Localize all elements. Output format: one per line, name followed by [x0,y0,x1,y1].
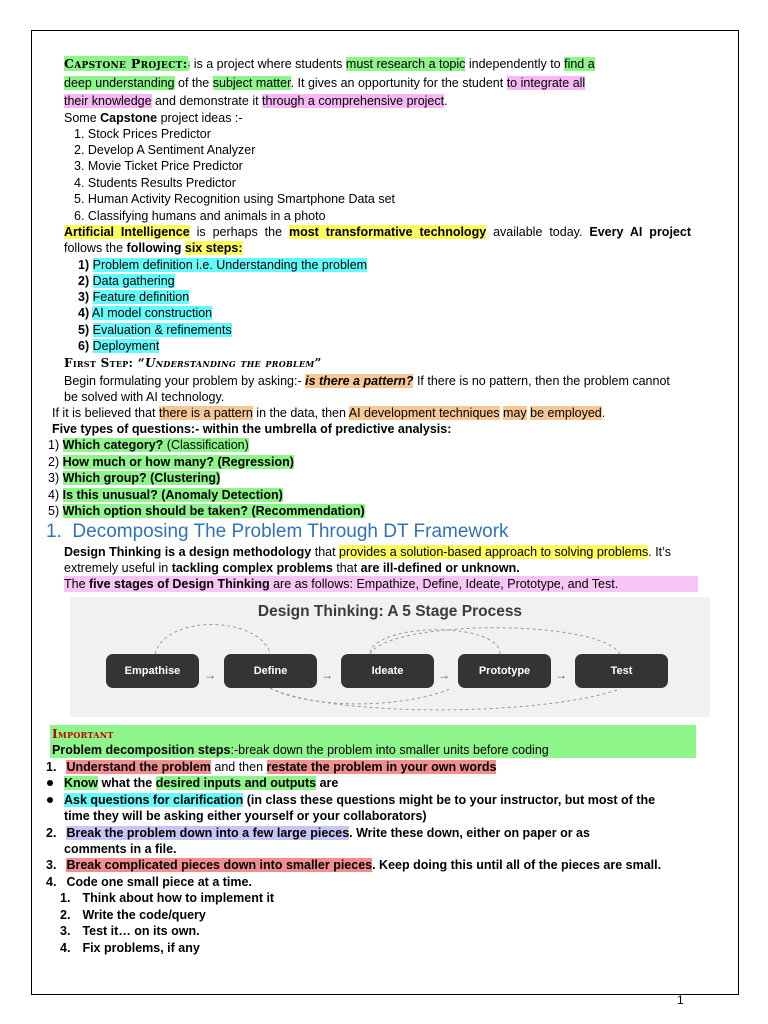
list-number: 2. [46,826,57,840]
idea-item: 1. Stock Prices Predictor [74,127,211,141]
first-step-title-text: ” [314,356,322,370]
ai-bold: Every AI project [589,225,691,239]
first-step-highlight: may [503,406,527,420]
step-number: 6) [78,339,90,353]
ai-highlight: six steps: [184,241,243,255]
first-step-text: Begin formulating your problem by asking:- [64,374,306,388]
dt-text: . It’s [648,545,671,559]
question-text: Which category? [62,438,164,452]
question-text: Is this unusual? (Anomaly Detection) [62,488,283,502]
idea-item: 3. Movie Ticket Price Predictor [74,159,243,173]
question-text: How much or how many? (Regression) [62,455,294,469]
ideas-intro [64,110,243,126]
step-text: Feature definition [92,290,190,304]
sub-text: Write the code/query [82,908,206,922]
step-number: 4) [78,306,90,320]
bullet-icon [47,797,53,803]
sub-number: 1. [60,891,71,905]
dt-bold: five stages of Design Thinking [89,577,270,591]
sub-number: 3. [60,924,71,938]
ideas-intro-bold: Capstone [100,111,158,125]
design-thinking-diagram [70,597,710,717]
ai-text: follows the [64,241,127,255]
ideas-intro-text: project ideas :- [157,111,243,125]
question-item [48,454,294,470]
first-step-title-text: First Step: “ [64,356,145,370]
five-questions-heading: Five types of questions:- within the umbrella of predictive analysis: [52,422,452,436]
step-number: 3) [78,290,90,304]
first-step-highlight: there is a pattern [159,406,253,420]
capstone-text: is a project where students [190,57,346,71]
ai-bold: following [126,241,182,255]
decomp-highlight-red: restate the problem in your own words [266,760,497,774]
dt-line-1 [64,544,671,560]
first-step-highlight: be employed [530,406,602,420]
decomp-text: what the [98,776,156,790]
ai-step [78,257,367,273]
decomp-highlight-green: Know [64,776,99,790]
ai-text: available today. [486,225,590,239]
first-step-text: in the data, then [252,406,349,420]
ai-line-1 [64,224,691,240]
arrow-icon: → [204,668,216,682]
sub-step [60,890,274,906]
question-number: 2) [48,455,60,469]
dt-line-2 [64,560,520,576]
pattern-question: is there a pattern? [305,374,414,388]
decomp-item-2 [46,825,590,841]
dt-bold: tackling complex problems [171,561,333,575]
sub-step [60,923,200,939]
question-number: 1) [48,438,60,452]
capstone-text: and demonstrate it [151,94,263,108]
sub-step [60,907,206,923]
ai-highlight: most transformative technology [288,225,487,239]
bullet-icon [47,780,53,786]
step-number: 5) [78,323,90,337]
decomp-item-3 [46,857,661,873]
decomp-highlight-red: Break complicated pieces down into smaller pieces [66,858,373,872]
decomp-highlight-red: Understand the problem [66,760,211,774]
first-step-text: If there is no pattern, then the problem cannot [413,374,670,388]
dt-line-3 [64,576,698,592]
decomp-text: Code one small piece at a time. [66,875,252,889]
capstone-highlight-pink: their knowledge [64,94,152,108]
ai-step [78,273,175,289]
idea-item: 6. Classifying humans and animals in a photo [74,209,326,223]
sub-number: 2. [60,908,71,922]
capstone-highlight: subject matter [212,76,291,90]
first-step-line-1 [64,373,670,389]
question-item [48,487,283,503]
section-heading: 1. Decomposing The Problem Through DT Framework [46,521,509,542]
idea-item: 5. Human Activity Recognition using Smartphone Data set [74,192,396,206]
arrow-icon: → [555,668,567,682]
dt-text: that [332,561,361,575]
dt-text: that [311,545,340,559]
ideas-intro-text: Some [64,111,101,125]
ai-text: is perhaps the [189,225,289,239]
decomp-item-4 [46,874,252,890]
dt-text: are as follows: Empathize, Define, Ideate, Prototype, and Test. [269,577,619,591]
dt-text: The [64,577,90,591]
question-number: 3) [48,471,60,485]
ai-step [78,338,159,354]
question-number: 4) [48,488,60,502]
capstone-highlight: deep understanding [64,76,175,90]
sub-text: Think about how to implement it [82,891,275,905]
decomp-item-know [64,775,338,791]
idea-item: 2. Develop A Sentiment Analyzer [74,143,256,157]
capstone-arrow: - [187,61,191,70]
sub-number: 4. [60,941,71,955]
list-number: 1. [46,760,57,774]
decomp-text: and then [210,760,267,774]
decomposition-steps [52,742,549,758]
ai-line-2 [64,240,243,256]
capstone-text: of the [174,76,213,90]
capstone-text: independently to [465,57,565,71]
stage-test: Test [575,654,668,688]
question-item [48,437,249,453]
step-text: AI model construction [91,306,213,320]
step-text: Evaluation & refinements [92,323,232,337]
dt-highlight: provides a solution-based approach to solving problems [339,545,649,559]
question-item [48,503,365,519]
decomp-highlight-cyan: Ask questions for clarification [64,793,244,807]
first-step-text: . [601,406,606,420]
first-step-line-2: be solved with AI technology. [64,390,225,404]
first-step-title-italic: Understanding the problem [144,356,315,370]
decomp-item-ask [64,792,655,808]
list-number: 4. [46,875,57,889]
step-text: Problem definition i.e. Understanding the problem [92,258,368,272]
capstone-highlight-pink: through a comprehensive project [262,94,445,108]
dt-bold: Design Thinking is a design methodology [64,545,312,559]
question-text: Which group? (Clustering) [62,471,221,485]
sub-text: Fix problems, if any [82,941,200,955]
ai-step [78,305,212,321]
ai-highlight: Artificial Intelligence [64,225,190,239]
sub-text: Test it… on its own. [82,924,200,938]
decomp-item-2-cont: comments in a file. [64,842,177,856]
capstone-highlight: find a [564,57,595,71]
list-number: 3. [46,858,57,872]
question-item [48,470,220,486]
capstone-text: . It gives an opportunity for the student [290,76,507,90]
decomp-item-ask-cont: time they will be asking either yourself or your collaborators) [64,809,427,823]
capstone-line-1 [64,56,595,74]
important-label: Important [52,727,114,741]
decomp-highlight-lavender: Break the problem down into a few large pieces [66,826,350,840]
stage-prototype: Prototype [458,654,551,688]
decomp-text: (in class these questions might be to your instructor, but most of the [243,793,656,807]
ai-step [78,289,189,305]
decomposition-bold: Problem decomposition steps [52,743,231,757]
page-number: 1 [677,993,684,1007]
sub-step [60,940,200,956]
capstone-label: Capstone Project: [64,56,188,71]
question-text: Which option should be taken? (Recommendation) [62,504,365,518]
decomp-highlight-green: desired inputs and outputs [155,776,317,790]
step-text: Deployment [92,339,160,353]
capstone-line-3 [64,93,448,109]
decomp-text: . Write these down, either on paper or as [349,826,590,840]
stage-empathise: Empathise [106,654,199,688]
capstone-text: . [444,94,448,108]
decomp-text: . Keep doing this until all of the pieces are small. [372,858,662,872]
first-step-title [64,355,322,371]
stage-define: Define [224,654,317,688]
first-step-text: If it is believed that [52,406,160,420]
arrow-icon: → [321,668,333,682]
step-number: 2) [78,274,90,288]
first-step-line-3 [52,405,605,421]
decomp-text: are [316,776,339,790]
step-text: Data gathering [92,274,175,288]
decomp-item-1 [46,759,496,775]
question-number: 5) [48,504,60,518]
idea-item: 4. Students Results Predictor [74,176,236,190]
diagram-title: Design Thinking: A 5 Stage Process [257,603,523,620]
step-number: 1) [78,258,90,272]
question-type: (Classification) [163,438,249,452]
dt-bold: are ill-defined or unknown. [360,561,520,575]
capstone-line-2 [64,75,585,91]
ai-step [78,322,232,338]
stage-ideate: Ideate [341,654,434,688]
decomposition-text: :-break down the problem into smaller units before coding [230,743,549,757]
arrow-icon: → [438,668,450,682]
capstone-highlight: must research a topic [345,57,466,71]
capstone-highlight-pink: to integrate all [506,76,586,90]
first-step-highlight: AI development techniques [348,406,500,420]
dt-text: extremely useful in [64,561,172,575]
